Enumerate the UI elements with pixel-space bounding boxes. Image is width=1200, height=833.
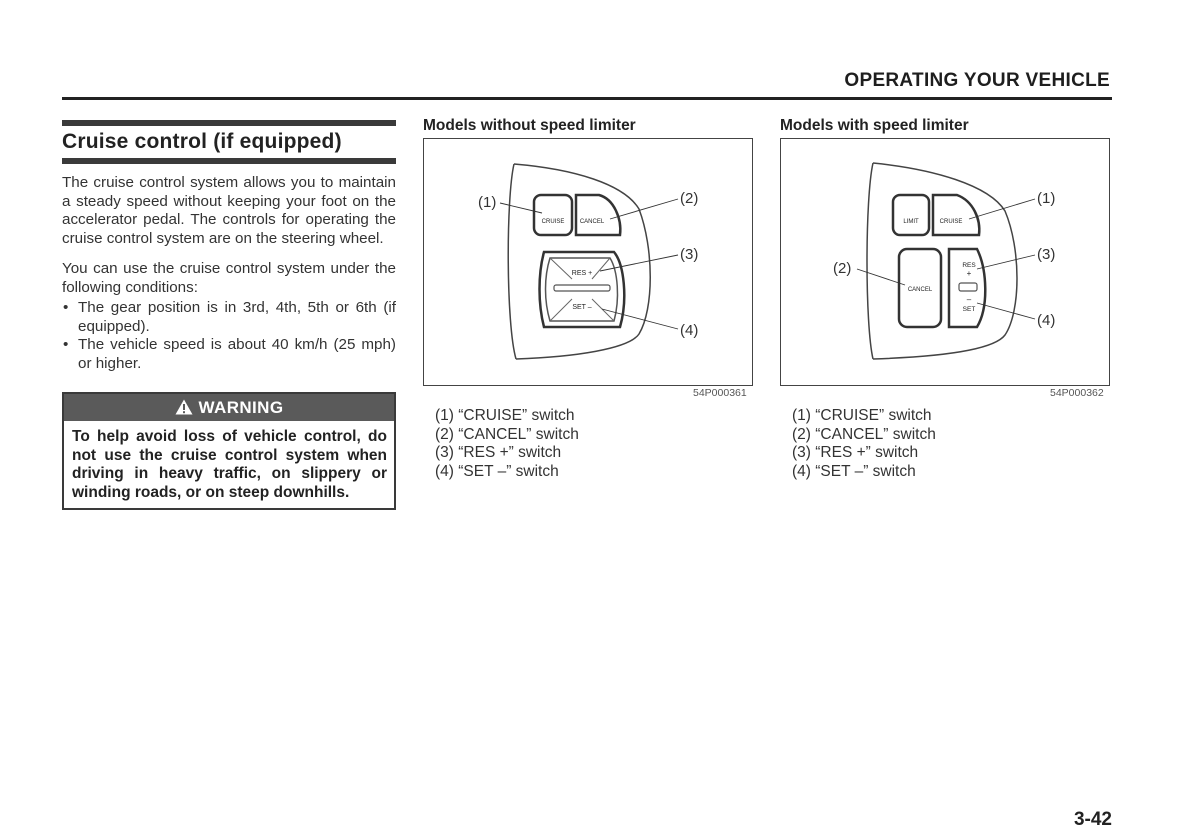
set-button-label: SET: [962, 306, 976, 313]
callout-3: (3): [1037, 246, 1056, 263]
intro-paragraph: The cruise control system allows you to maintain a steady speed without keeping your foot on the accelerator pedal. The controls for operating the cruise control system are on the steering wheel.: [62, 174, 396, 247]
callout-4: (4): [1037, 312, 1056, 329]
list-item: • The vehicle speed is about 40 km/h (25 mph) or higher.: [63, 336, 396, 372]
page-number: 3-42: [1073, 809, 1112, 830]
callout-3: (3): [680, 246, 699, 263]
legend-item: (4) “SET –” switch: [792, 462, 916, 480]
figure-without-code: 54P000361: [693, 387, 747, 399]
callout-2: (2): [833, 260, 852, 277]
legend-item: (3) “RES +” switch: [435, 444, 562, 461]
left-column: [62, 120, 396, 510]
callout-4: (4): [680, 322, 699, 339]
figure-with-limiter: [780, 138, 1110, 386]
steering-switch-illustration: [424, 139, 752, 385]
callout-1: (1): [478, 194, 497, 211]
res-plus-label: +: [966, 269, 972, 278]
warning-label: WARNING: [198, 398, 284, 417]
header-rule: [62, 97, 1112, 100]
legend-item: (1) “CRUISE” switch: [435, 407, 575, 424]
conditions-list: [62, 299, 396, 373]
limit-button-label: LIMIT: [903, 219, 919, 225]
cancel-button-label: CANCEL: [907, 287, 933, 293]
legend-item: (2) “CANCEL” switch: [435, 425, 579, 443]
legend-item: (2) “CANCEL” switch: [792, 425, 936, 443]
legend-item: (1) “CRUISE” switch: [792, 407, 932, 424]
warning-triangle-icon: [175, 396, 193, 423]
title-band-bottom: [62, 158, 396, 164]
steering-switch-illustration: [781, 139, 1109, 385]
res-button-label: RES: [962, 262, 976, 269]
figure-with-code: 54P000362: [1050, 387, 1104, 399]
figure-with-caption: Models with speed limiter: [780, 117, 969, 134]
res-button-label: RES +: [571, 270, 593, 277]
conditions-intro: You can use the cruise control system under the following conditions:: [62, 260, 396, 296]
list-item: • The gear position is in 3rd, 4th, 5th or 6th (if equipped).: [63, 299, 396, 335]
figure-with-legend: [792, 407, 936, 481]
callout-2: (2): [680, 190, 699, 207]
cruise-button-label: CRUISE: [541, 219, 565, 225]
callout-1: (1): [1037, 190, 1056, 207]
figure-without-caption: Models without speed limiter: [423, 117, 636, 134]
section-title: OPERATING YOUR VEHICLE: [844, 70, 1110, 91]
cancel-button-label: CANCEL: [579, 219, 605, 225]
figure-without-legend: [435, 407, 579, 481]
legend-item: (4) “SET –” switch: [435, 462, 559, 480]
legend-item: (3) “RES +” switch: [792, 444, 919, 461]
figure-without-limiter: [423, 138, 753, 386]
page-title: Cruise control (if equipped): [62, 130, 342, 153]
cruise-button-label: CRUISE: [939, 219, 963, 225]
warning-box: [62, 392, 396, 510]
section-header: [62, 70, 1112, 102]
set-minus-label: –: [966, 295, 972, 304]
warning-header: [64, 394, 394, 421]
warning-text: To help avoid loss of vehicle control, do not use the cruise control system when driving in heavy traffic, on slippery or winding roads, or on steep downhills.: [72, 428, 387, 501]
set-button-label: SET –: [572, 304, 592, 311]
